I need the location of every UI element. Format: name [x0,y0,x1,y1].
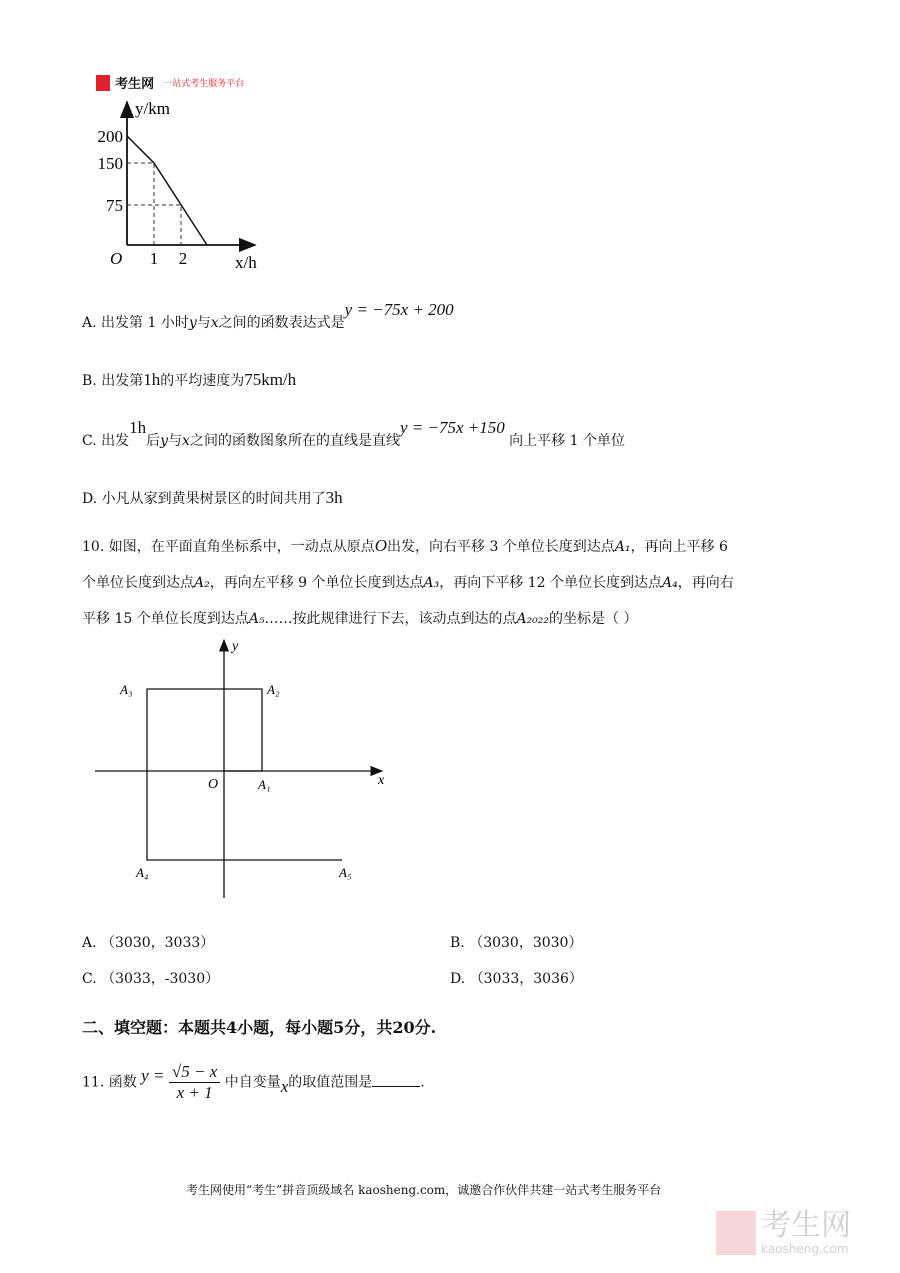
point-a5-label: A₅ [339,865,352,880]
q10-option-d[interactable]: D. （3033，3036） [450,971,583,987]
graph-line [127,136,207,245]
y-axis-label: y/km [135,99,170,118]
fraction: $\frac{√5 - x}{x + 1}$ [169,1062,220,1103]
x-axis-label: x/h [235,253,257,272]
x-tick: 1 [149,249,159,268]
formula: y = −75x +150 [399,418,505,437]
y-tick: 200 [97,127,123,146]
q9-option-d[interactable]: D. 小凡从家到黄果树景区的时间共用了3h [82,488,343,507]
distance-time-graph [90,92,280,277]
q10-option-b[interactable]: B. （3030，3030） [450,935,583,951]
logo-slogan: 一站式考生服务平台 [163,79,245,89]
x-tick: 2 [178,249,188,268]
point-a3-label: A₃ [120,682,133,697]
watermark-logo: 考生网 kaosheng.com [716,1210,851,1256]
q10-line-1: 10. 如图，在平面直角坐标系中，一动点从原点O出发，向右平移 3 个单位长度到达点A₁，再向上平移 6 [82,536,728,555]
q9-option-b[interactable]: B. 出发第1h的平均速度为75km/h [82,370,297,389]
formula: y = −75x + 200 [344,300,454,319]
origin-label: O [208,777,219,792]
logo-mark-icon [96,75,110,91]
y-tick: 75 [106,196,123,215]
q10-line-2: 个单位长度到达点A₂，再向左平移 9 个单位长度到达点A₃，再向下平移 12 个单位长度到达点A₄，再向右 [82,575,734,591]
q10-option-c[interactable]: C. （3033，-3030） [82,971,220,987]
point-a1-label: A₁ [258,777,271,792]
x-label: x [378,773,385,788]
point-a4-label: A₄ [136,865,149,880]
footer-text: 考生网使用“考生”拼音顶级域名 kaosheng.com，诚邀合作伙伴共建一站式考生服务平台 [186,1183,662,1197]
point-a2-label: A₂ [267,682,280,697]
header-logo [96,72,244,92]
logo-brand: 考生网 [115,77,155,92]
logo-mark-icon [716,1211,756,1255]
origin-label: O [110,249,123,268]
q9-option-c[interactable]: C. 出发1h后y与x之间的函数图象所在的直线是直线y = −75x +150 向上平移 1 个单位 [82,418,625,449]
q9-option-a[interactable]: A. 出发第 1 小时y与x之间的函数表达式是y = −75x + 200 [82,300,454,331]
dashed-guide-150 [127,163,154,245]
y-tick: 150 [97,154,123,173]
movement-path [147,689,342,860]
q10-line-3: 平移 15 个单位长度到达点A₅……按此规律进行下去，该动点到达的点A₂₀₂₂的坐标是（ ） [82,611,638,627]
coordinate-path-figure [90,632,390,902]
y-label: y [232,639,239,654]
dashed-guide-75 [127,205,181,245]
section-heading: 二、填空题：本题共4小题，每小题5分，共20分. [82,1018,437,1037]
answer-blank[interactable] [372,1074,420,1087]
question-11: 11. 函数 y = $\frac{√5 - x}{x + 1}$ 中自变量x的取值范围是 . [82,1062,425,1102]
q10-option-a[interactable]: A. （3030，3033） [82,935,215,951]
